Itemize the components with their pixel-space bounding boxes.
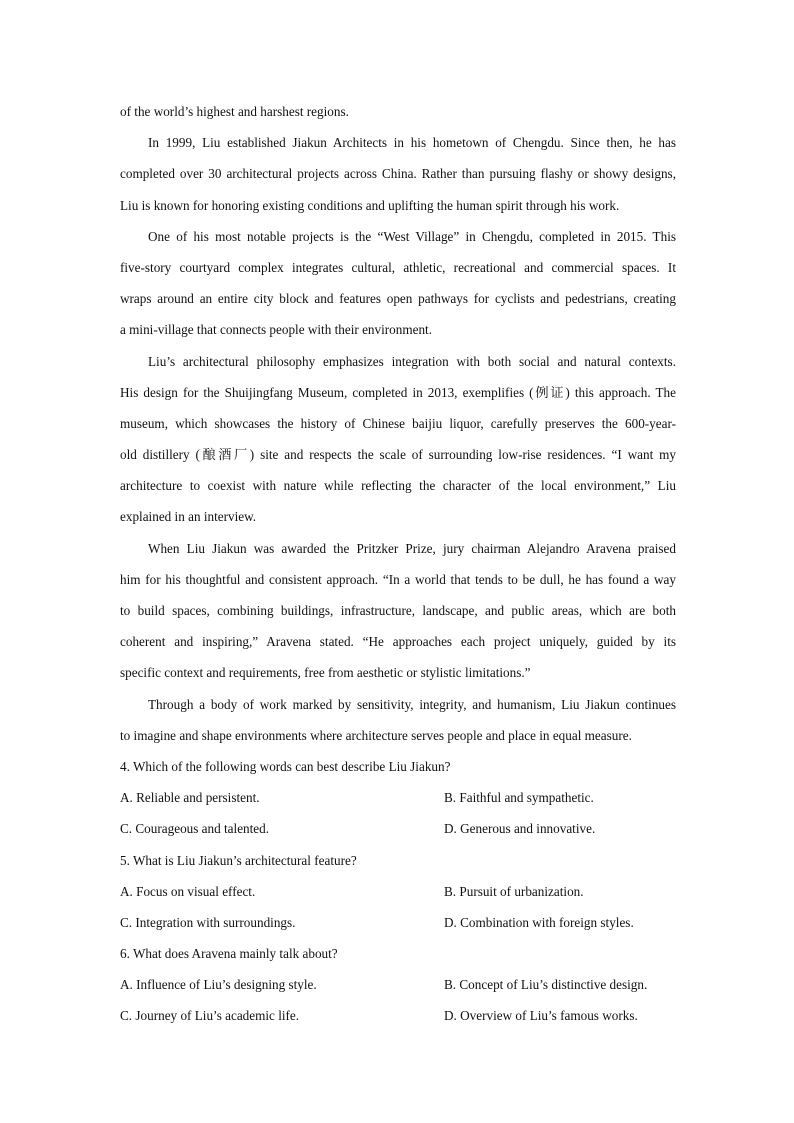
document-page (120, 96, 676, 1032)
passage-line: Through a body of work marked by sensitivity, integrity, and humanism, Liu Jiakun continues (148, 696, 676, 712)
paragraph (120, 689, 676, 751)
passage-line: Liu’s architectural philosophy emphasizes integration with both social and natural contexts. (148, 353, 676, 369)
question-stem: 6. What does Aravena mainly talk about? (120, 946, 338, 962)
option-b[interactable]: B. Pursuit of urbanization. (444, 883, 584, 899)
passage-line: coherent and inspiring,” Aravena stated. “He approaches each project uniquely, guided by its (120, 634, 676, 650)
paragraph (120, 127, 676, 221)
option-b[interactable]: B. Concept of Liu’s distinctive design. (444, 977, 648, 993)
option-b[interactable]: B. Faithful and sympathetic. (444, 790, 594, 806)
question (120, 751, 676, 845)
option-a[interactable]: A. Influence of Liu’s designing style. (120, 977, 317, 993)
question-list (120, 751, 676, 1032)
passage-line: specific context and requirements, free from aesthetic or stylistic limitations.” (120, 665, 531, 681)
passage-line: museum, which showcases the history of Chinese baijiu liquor, carefully preserves the 600-year- (120, 415, 676, 431)
options-row (120, 782, 676, 813)
passage-line: His design for the Shuijingfang Museum, completed in 2013, exemplifies (例证) this approach. The (120, 384, 676, 400)
option-c[interactable]: C. Courageous and talented. (120, 821, 270, 837)
passage-line: In 1999, Liu established Jiakun Architects in his hometown of Chengdu. Since then, he has (148, 135, 676, 151)
options-row (120, 1000, 676, 1031)
option-d[interactable]: D. Overview of Liu’s famous works. (444, 1008, 638, 1024)
paragraph (120, 96, 676, 127)
question (120, 845, 676, 939)
options-row (120, 969, 676, 1000)
passage-line: completed over 30 architectural projects across China. Rather than pursuing flashy or showy designs, (120, 166, 676, 182)
passage-line: five-story courtyard complex integrates cultural, athletic, recreational and commercial spaces. It (120, 259, 676, 275)
options-row (120, 907, 676, 938)
passage-line: to build spaces, combining buildings, infrastructure, landscape, and public areas, which are both (120, 603, 676, 618)
paragraph (120, 533, 676, 689)
option-d[interactable]: D. Combination with foreign styles. (444, 914, 634, 930)
option-c[interactable]: C. Integration with surroundings. (120, 914, 296, 930)
passage-line: explained in an interview. (120, 509, 257, 525)
passage-line: wraps around an entire city block and features open pathways for cyclists and pedestrians, creating (120, 291, 676, 307)
passage-line: Liu is known for honoring existing conditions and uplifting the human spirit through his work. (120, 197, 620, 213)
options-row (120, 813, 676, 844)
question (120, 938, 676, 1032)
options-row (120, 876, 676, 907)
option-c[interactable]: C. Journey of Liu’s academic life. (120, 1008, 300, 1024)
question-stem: 4. Which of the following words can best describe Liu Jiakun? (120, 758, 451, 774)
passage-line: him for his thoughtful and consistent approach. “In a world that tends to be dull, he has found a way (120, 571, 676, 587)
paragraph (120, 221, 676, 346)
passage-line: to imagine and shape environments where architecture serves people and place in equal measure. (120, 727, 632, 743)
passage-line: One of his most notable projects is the “West Village” in Chengdu, completed in 2015. This (148, 228, 676, 244)
option-a[interactable]: A. Focus on visual effect. (120, 883, 256, 899)
question-stem: 5. What is Liu Jiakun’s architectural feature? (120, 852, 357, 868)
reading-passage (120, 96, 676, 751)
passage-line: a mini-village that connects people with their environment. (120, 322, 433, 338)
option-a[interactable]: A. Reliable and persistent. (120, 790, 260, 806)
passage-line: architecture to coexist with nature while reflecting the character of the local environment,” Liu (120, 478, 676, 494)
passage-line: old distillery (酿酒厂) site and respects the scale of surrounding low-rise residences. “I want my (120, 447, 676, 463)
passage-line: When Liu Jiakun was awarded the Pritzker Prize, jury chairman Alejandro Aravena praised (148, 540, 676, 556)
paragraph (120, 346, 676, 533)
option-d[interactable]: D. Generous and innovative. (444, 821, 596, 837)
passage-line: of the world’s highest and harshest regions. (120, 104, 349, 119)
